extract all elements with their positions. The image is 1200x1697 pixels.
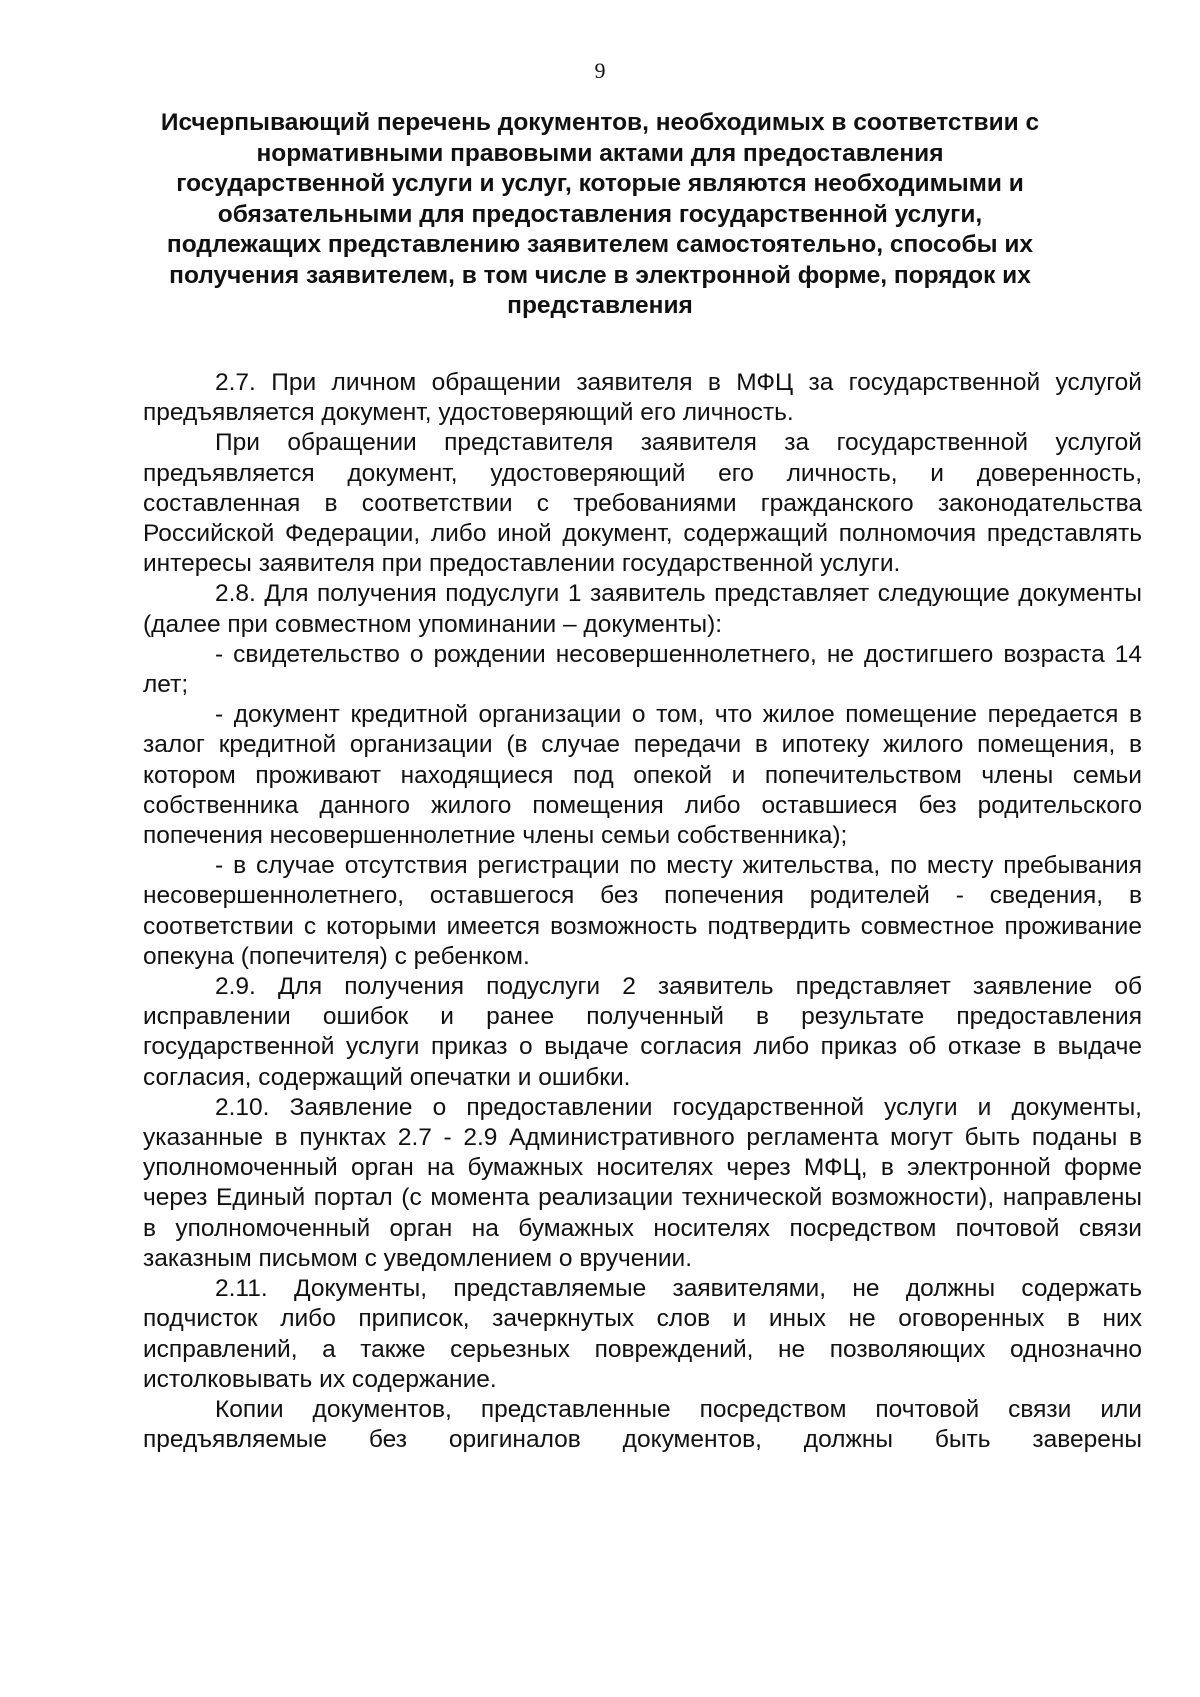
list-item-credit-document: - документ кредитной организации о том, что жилое помещение передается в залог кредитной организации (в случае передачи в ипотеку жилого помещения, в котором проживают находящиеся под опекой и попечительством члены семьи собственника данного жилого помещения либо оставшиеся без родительского попечения несовершеннолетние члены семьи собственника); <box>143 701 1142 850</box>
paragraph-2-10: 2.10. Заявление о предоставлении государственной услуги и документы, указанные в пунктах 2.7 - 2.9 Административного регламента могут быть поданы в уполномоченный орган на бумажных носителях через МФЦ, в электронной форме через Единый портал (с момента реализации технической возможности), направлены в уполномоченный орган на бумажных носителях посредством почтовой связи заказным письмом с уведомлением о вручении. <box>143 1093 1142 1272</box>
paragraph-representative: При обращении представителя заявителя за государственной услугой предъявляется документ, удостоверяющий его личность, и доверенность, составленная в соответствии с требованиями гражданского законодательства Российской Федерации, либо иной документ, содержащий полномочия представлять интересы заявителя при предоставлении государственной услуги. <box>143 429 1142 578</box>
paragraph-2-11: 2.11. Документы, представляемые заявителями, не должны содержать подчисток либо приписок, зачеркнутых слов и иных не оговоренных в них исправлений, а также серьезных повреждений, не позволяющих однозначно истолковывать их содержание. <box>143 1275 1142 1393</box>
list-item-residence-info: - в случае отсутствия регистрации по месту жительства, по месту пребывания несовершеннолетнего, оставшегося без попечения родителей - сведения, в соответствии с которыми имеется возможность подтвердить совместное проживание опекуна (попечителя) с ребенком. <box>143 852 1142 970</box>
list-item-birth-certificate: - свидетельство о рождении несовершеннолетнего, не достигшего возраста 14 лет; <box>143 640 1142 699</box>
page-number: 9 <box>594 58 606 83</box>
section-heading: Исчерпывающий перечень документов, необходимых в соответствии с нормативными правовыми актами для предоставления государственной услуги и услуг, которые являются необходимыми и обязательными для предоставления государственной услуги, подлежащих представлению заявителем самостоятельно, способы их получения заявителем, в том числе в электронной форме, порядок их представления <box>160 109 1040 319</box>
paragraph-2-9: 2.9. Для получения подуслуги 2 заявитель представляет заявление об исправлении ошибок и ранее полученный в результате предоставления государственной услуги приказ о выдаче согласия либо приказ об отказе в выдаче согласия, содержащий опечатки и ошибки. <box>143 973 1142 1091</box>
paragraph-2-8: 2.8. Для получения подуслуги 1 заявитель представляет следующие документы (далее при совместном упоминании – документы): <box>143 580 1142 638</box>
body-text <box>143 368 1142 1455</box>
paragraph-2-7: 2.7. При личном обращении заявителя в МФЦ за государственной услугой предъявляется документ, удостоверяющий его личность. <box>143 369 1142 427</box>
paragraph-copies: Копии документов, представленные посредством почтовой связи или предъявляемые без оригиналов документов, должны быть заверены <box>143 1395 1142 1454</box>
